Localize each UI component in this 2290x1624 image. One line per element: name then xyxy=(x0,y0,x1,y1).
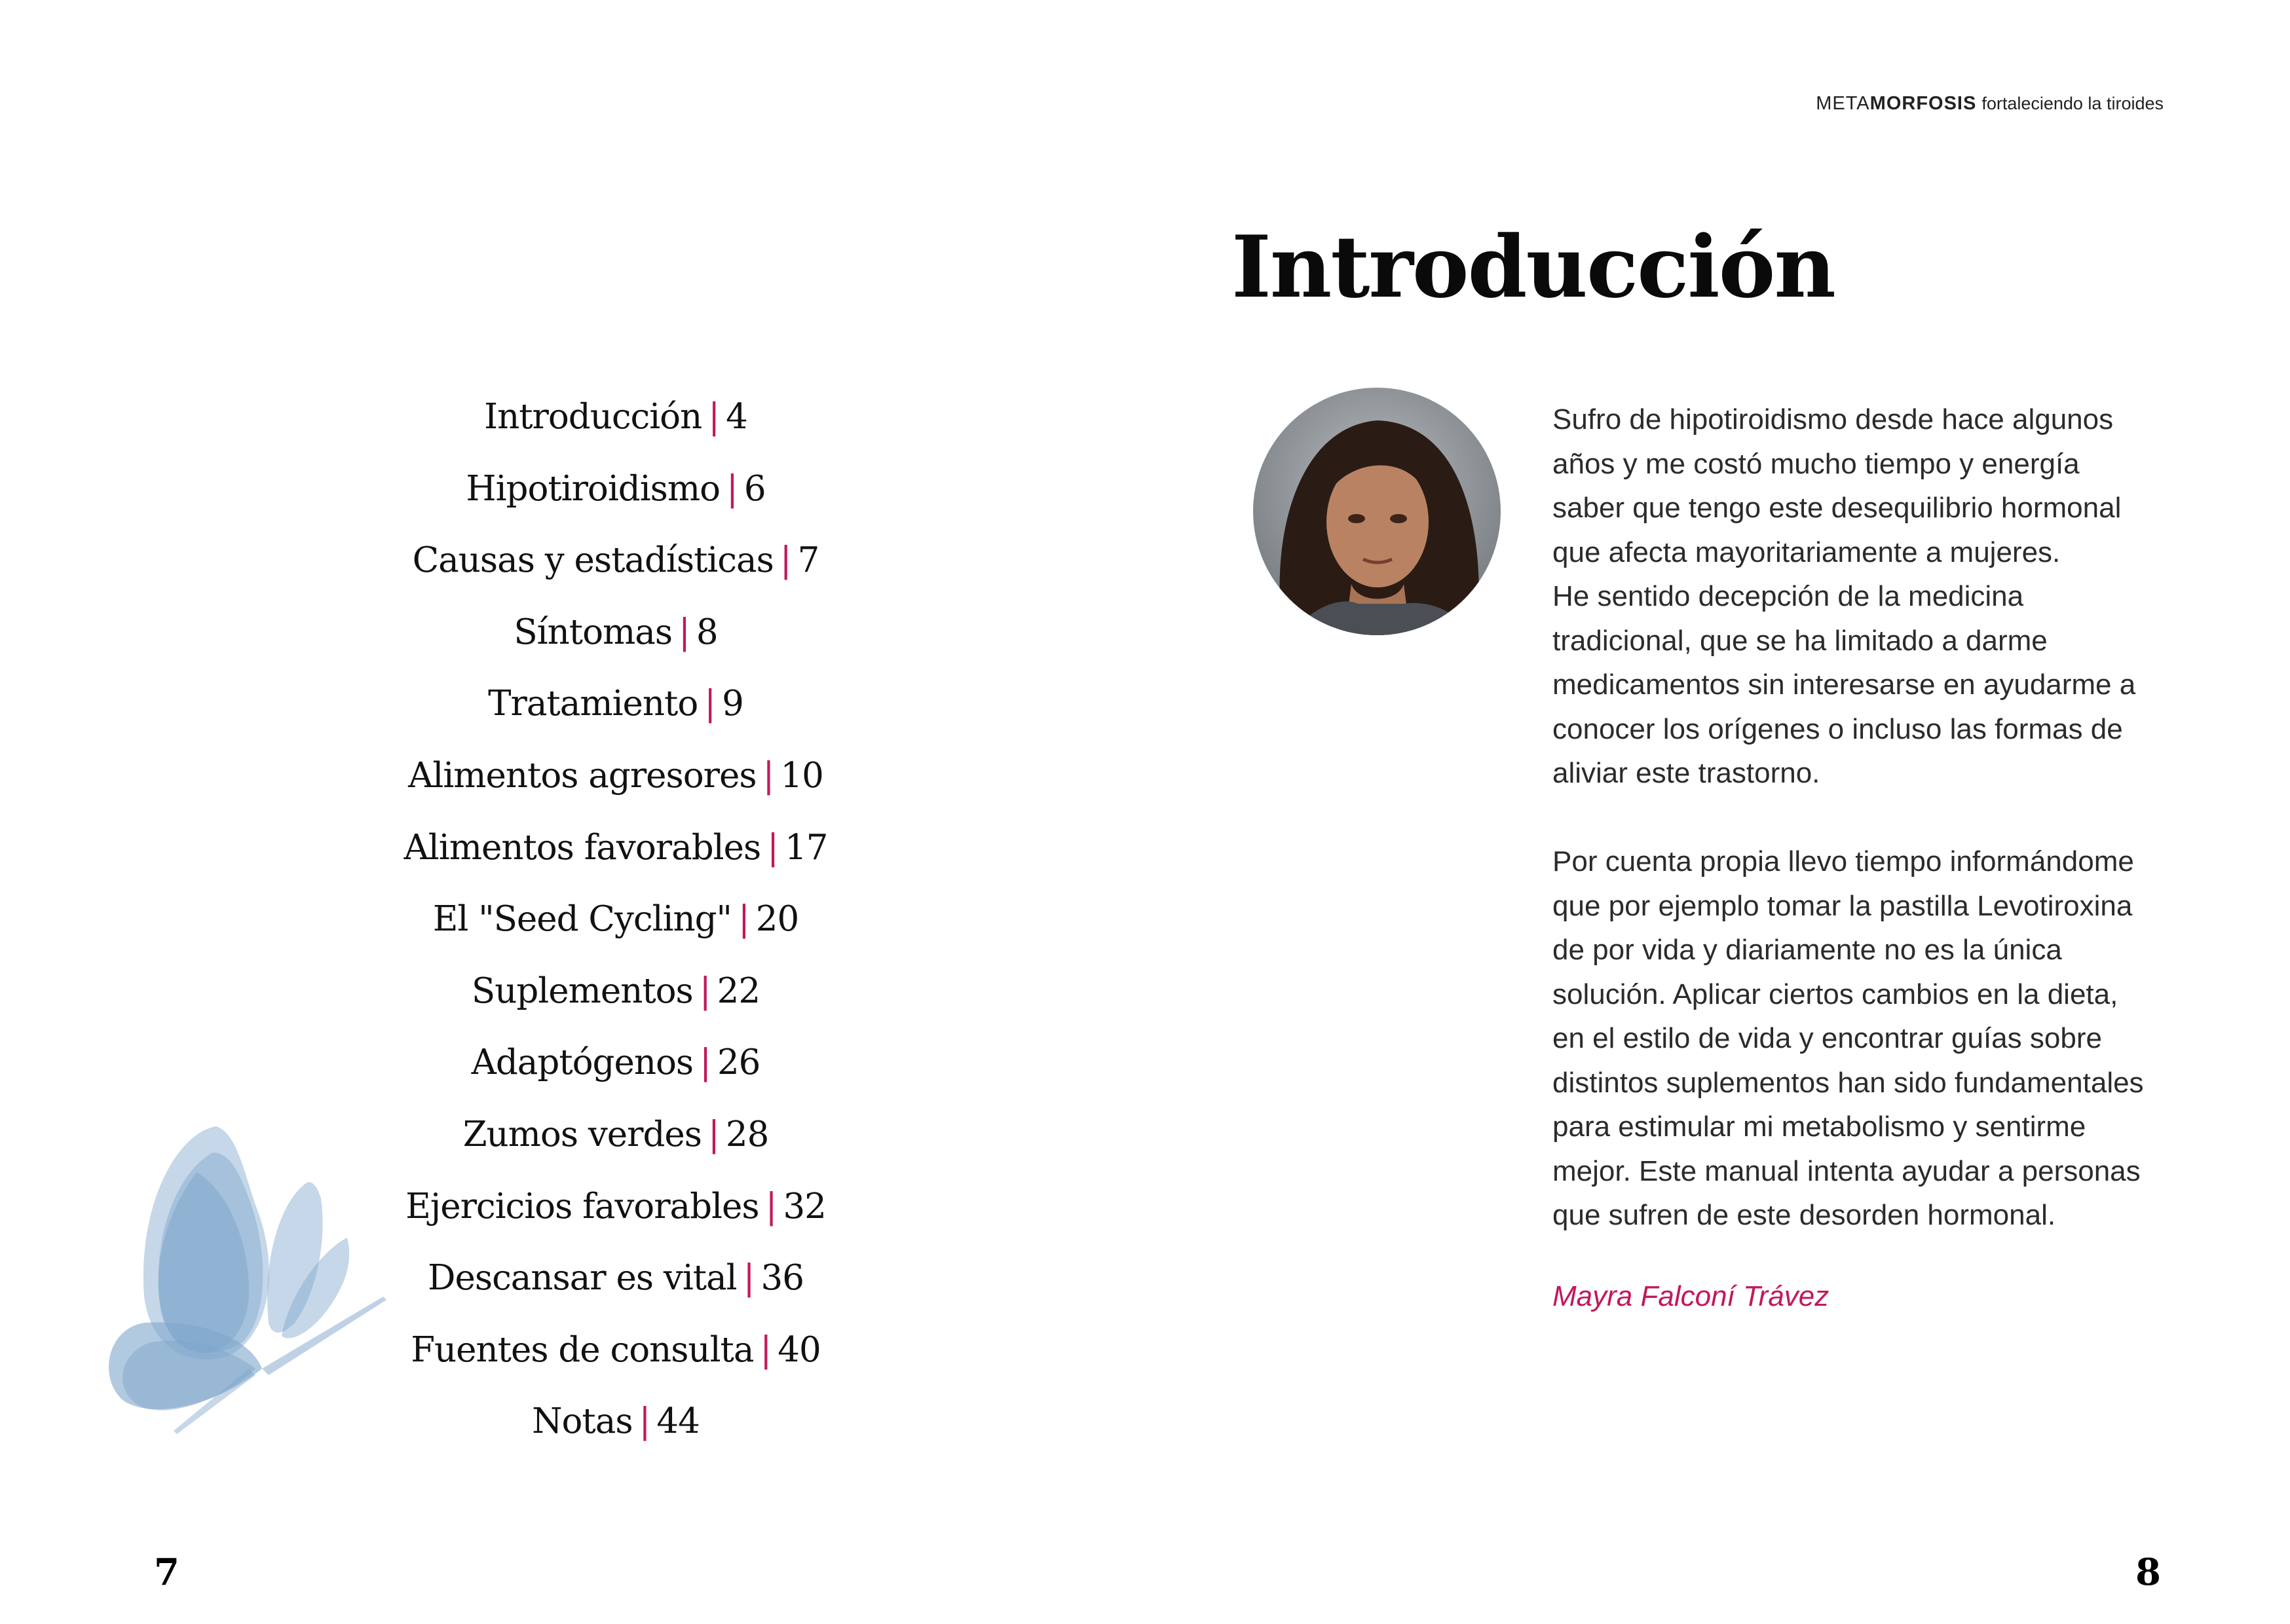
toc-item[interactable] xyxy=(367,533,865,605)
author-signature: Mayra Falconí Trávez xyxy=(1552,1280,1830,1312)
toc-item[interactable] xyxy=(367,1251,865,1323)
toc-item-page: 7 xyxy=(797,540,819,581)
toc-item-title: El "Seed Cycling" xyxy=(432,899,732,940)
toc-item-page: 36 xyxy=(760,1258,804,1299)
toc-separator: | xyxy=(708,397,720,437)
toc-item-page: 10 xyxy=(780,755,823,796)
toc-item[interactable] xyxy=(367,390,865,462)
toc-item[interactable] xyxy=(367,462,865,534)
toc-item-page: 26 xyxy=(717,1043,760,1083)
toc-item-page: 4 xyxy=(726,397,747,437)
toc-item[interactable] xyxy=(367,605,865,677)
toc-item[interactable] xyxy=(367,1323,865,1395)
toc-separator: | xyxy=(743,1258,755,1299)
toc-separator: | xyxy=(760,1329,772,1370)
intro-body xyxy=(1552,397,2181,1238)
toc-separator: | xyxy=(708,1114,719,1154)
toc-separator: | xyxy=(767,827,779,868)
toc-item-title: Ejercicios favorables xyxy=(405,1186,759,1227)
toc-item-title: Alimentos favorables xyxy=(404,827,761,868)
toc-item-page: 28 xyxy=(725,1114,769,1154)
toc-item-title: Tratamiento xyxy=(488,684,698,724)
toc-separator: | xyxy=(762,755,774,796)
toc-item-title: Suplementos xyxy=(471,970,693,1011)
toc-item-title: Alimentos agresores xyxy=(408,755,757,796)
toc-item[interactable] xyxy=(367,676,865,748)
toc-separator: | xyxy=(738,899,749,940)
toc-item-page: 20 xyxy=(755,899,799,940)
brand-light: META xyxy=(1816,93,1870,114)
toc-item-page: 40 xyxy=(778,1329,821,1370)
toc-item-page: 9 xyxy=(722,684,743,724)
toc-item[interactable] xyxy=(367,748,865,821)
toc-item-title: Adaptógenos xyxy=(471,1043,694,1083)
page-number-left: 7 xyxy=(154,1551,179,1594)
toc-separator: | xyxy=(704,684,716,724)
toc-separator: | xyxy=(679,612,690,652)
toc-item[interactable] xyxy=(367,892,865,964)
toc-separator: | xyxy=(765,1186,777,1227)
toc-separator: | xyxy=(779,540,791,581)
toc-separator: | xyxy=(699,970,711,1011)
table-of-contents xyxy=(367,390,865,1466)
intro-paragraph-1: Sufro de hipotiroidismo desde hace algunos años y me costó mucho tiempo y energía saber que tengo este desequilibrio hormonal que afecta mayoritariamente a mujeres. He sentido decepción de la medicina tradicional, que se ha limitado a darme medicamentos sin interesarse en ayudarme a conocer los orígenes o incluso las formas de aliviar este trastorno. xyxy=(1552,403,2136,789)
toc-item-title: Síntomas xyxy=(514,612,673,652)
toc-item-title: Hipotiroidismo xyxy=(466,468,721,509)
author-portrait xyxy=(1253,388,1501,635)
toc-item-title: Causas y estadísticas xyxy=(412,540,774,581)
toc-item-title: Fuentes de consulta xyxy=(411,1329,754,1370)
toc-separator: | xyxy=(726,468,738,509)
toc-item-title: Zumos verdes xyxy=(462,1114,702,1154)
brand-bold: MORFOSIS xyxy=(1869,93,1977,114)
page-title: Introducción xyxy=(1231,217,1835,317)
toc-item[interactable] xyxy=(367,1035,865,1107)
running-header xyxy=(1816,93,2164,115)
toc-separator: | xyxy=(639,1401,650,1442)
intro-paragraph-2: Por cuenta propia llevo tiempo informándome que por ejemplo tomar la pastilla Levotiroxina de por vida y diariamente no es la única solución. Aplicar ciertos cambios en la dieta, en el estilo de vida y encontrar guías sobre distintos suplementos han sido fundamentales para estimular mi metabolismo y sentirme mejor. Este manual intenta ayudar a personas que sufren de este desorden hormonal. xyxy=(1552,845,2144,1231)
toc-item-page: 22 xyxy=(717,970,760,1011)
toc-item-title: Notas xyxy=(532,1401,633,1442)
toc-item[interactable] xyxy=(367,1394,865,1466)
toc-item[interactable] xyxy=(367,1107,865,1179)
toc-item-title: Introducción xyxy=(484,397,702,437)
toc-item-page: 8 xyxy=(696,612,718,652)
toc-item[interactable] xyxy=(367,964,865,1036)
toc-item-page: 44 xyxy=(656,1401,700,1442)
brand-subtitle: fortaleciendo la tiroides xyxy=(1981,94,2164,113)
toc-item-page: 32 xyxy=(783,1186,826,1227)
toc-item-title: Descansar es vital xyxy=(428,1258,737,1299)
toc-item[interactable] xyxy=(367,1179,865,1251)
page-number-right: 8 xyxy=(2135,1551,2161,1594)
toc-separator: | xyxy=(700,1043,711,1083)
toc-item-page: 6 xyxy=(743,468,766,509)
toc-item[interactable] xyxy=(367,821,865,893)
toc-item-page: 17 xyxy=(785,827,828,868)
butterfly-icon xyxy=(98,1126,400,1441)
